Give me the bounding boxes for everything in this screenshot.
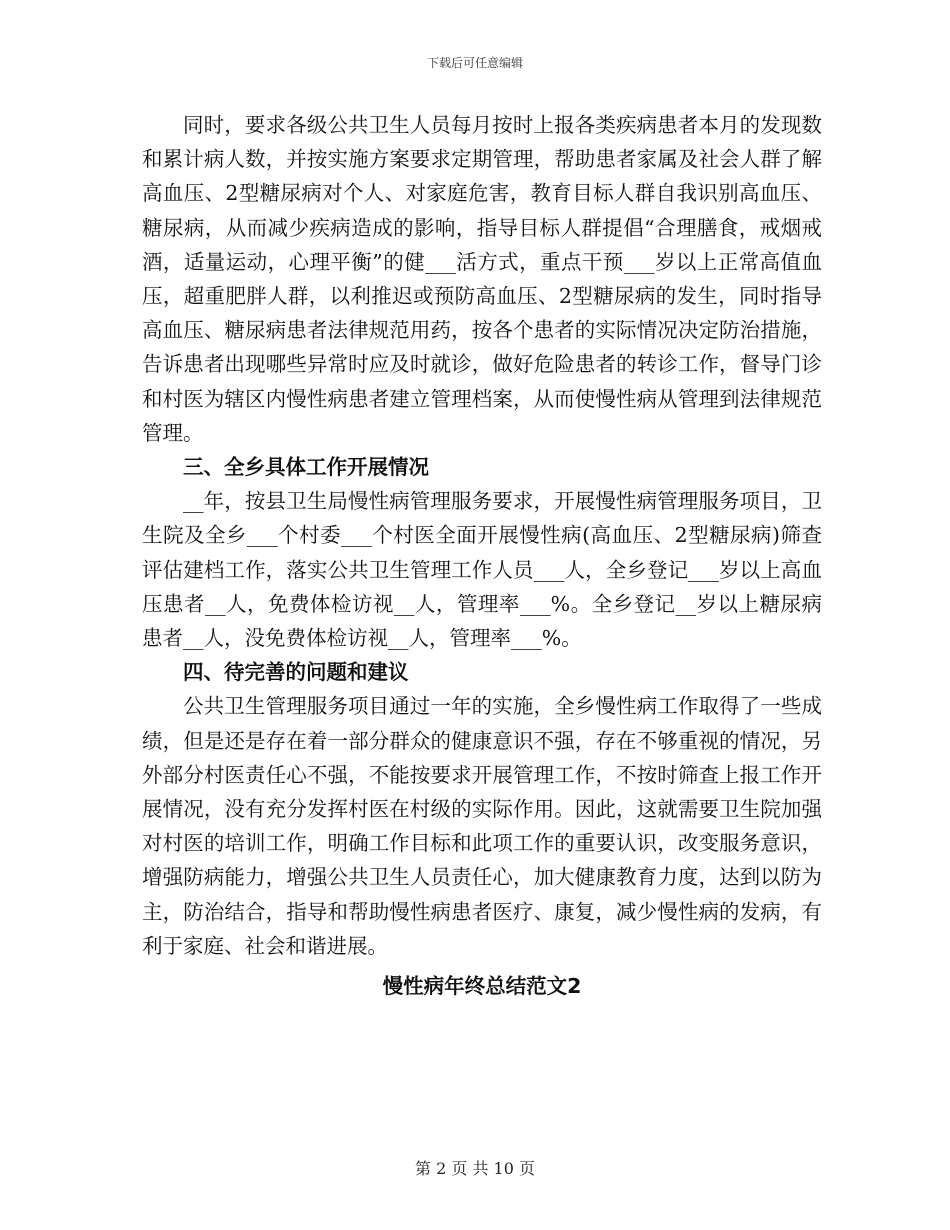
paragraph-2: __年，按县卫生局慢性病管理服务要求，开展慢性病管理服务项目，卫生院及全乡___个村委___个村医全面开展慢性病(高血压、2型糖尿病)筛查评估建档工作，落实公共卫生管理工作人员___人，全乡登记___岁以上高血压患者__人，免费体检访视__人，管理率___%。全乡登记__岁以上糖尿病患者__人，没免费体检访视__人，管理率___%。	[142, 489, 822, 651]
section-heading-3: 三、全乡具体工作开展情况	[183, 455, 429, 480]
paragraph-1: 同时，要求各级公共卫生人员每月按时上报各类疾病患者本月的发现数和累计病人数，并按实施方案要求定期管理，帮助患者家属及社会人群了解高血压、2型糖尿病对个人、对家庭危害，教育目标人群自我识别高血压、糖尿病，从而减少疾病造成的影响，指导目标人群提倡“合理膳食，戒烟戒酒，适量运动，心理平衡”的健___活方式，重点干预___岁以上正常高值血压，超重肥胖人群，以利推迟或预防高血压、2型糖尿病的发生，同时指导高血压、糖尿病患者法律规范用药，按各个患者的实际情况决定防治措施，告诉患者出现哪些异常时应及时就诊，做好危险患者的转诊工作，督导门诊和村医为辖区内慢性病患者建立管理档案，从而使慢性病从管理到法律规范管理。	[142, 113, 822, 445]
section-heading-4: 四、待完善的问题和建议	[183, 660, 409, 685]
paragraph-3: 公共卫生管理服务项目通过一年的实施，全乡慢性病工作取得了一些成绩，但是还是存在着一部分群众的健康意识不强，存在不够重视的情况，另外部分村医责任心不强，不能按要求开展管理工作，不按时筛查上报工作开展情况，没有充分发挥村医在村级的实际作用。因此，这就需要卫生院加强对村医的培训工作，明确工作目标和此项工作的重要认识，改变服务意识，增强防病能力，增强公共卫生人员责任心，加大健康教育力度，达到以防为主，防治结合，指导和帮助慢性病患者医疗、康复，减少慢性病的发病，有利于家庭、社会和谐进展。	[142, 694, 822, 958]
document-body	[142, 108, 822, 1003]
header-note: 下载后可任意编辑	[426, 56, 523, 70]
page-number-footer: 第 2 页 共 10 页	[415, 1159, 535, 1178]
document-title: 慢性病年终总结范文2	[382, 974, 582, 999]
